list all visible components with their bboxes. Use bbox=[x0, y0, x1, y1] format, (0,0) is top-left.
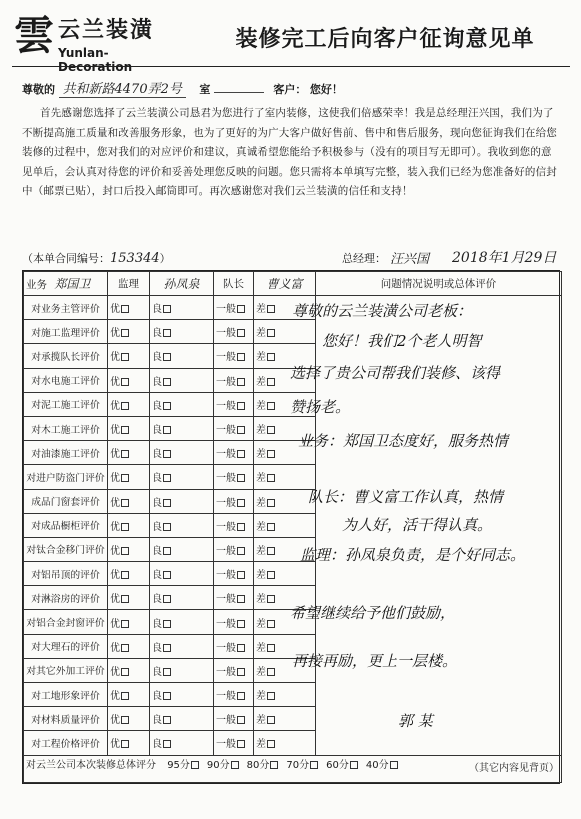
checkbox-icon[interactable] bbox=[237, 740, 245, 748]
score-option-label: 95分 bbox=[167, 759, 190, 771]
checkbox-icon[interactable] bbox=[121, 571, 129, 579]
checkbox-icon[interactable] bbox=[121, 426, 129, 434]
checkbox-icon[interactable] bbox=[121, 644, 129, 652]
rating-option-label: 差 bbox=[256, 642, 267, 654]
customer-label: 客户： bbox=[273, 83, 307, 96]
row-label: 对其它外加工评价 bbox=[24, 658, 108, 682]
rating-option-label: 差 bbox=[256, 545, 267, 557]
rating-option-label: 优 bbox=[110, 594, 120, 606]
score-option[interactable] bbox=[207, 760, 239, 771]
checkbox-icon[interactable] bbox=[121, 595, 129, 603]
rating-option-label: 良 bbox=[152, 666, 162, 678]
feedback-line: 业务：郑国卫态度好，服务热情 bbox=[298, 432, 509, 450]
handwritten-feedback bbox=[270, 300, 560, 770]
header-divider bbox=[12, 66, 570, 67]
rating-option-label: 优 bbox=[110, 666, 120, 678]
rating-option[interactable] bbox=[214, 368, 254, 392]
checkbox-icon[interactable] bbox=[237, 329, 245, 337]
supervisor-label: 监理 bbox=[118, 278, 139, 290]
contract-close: ） bbox=[159, 252, 171, 265]
checkbox-icon[interactable] bbox=[237, 668, 245, 676]
rating-option-label: 一般 bbox=[216, 328, 237, 340]
rating-option[interactable] bbox=[108, 368, 150, 392]
rating-option-label: 良 bbox=[152, 545, 162, 557]
checkbox-icon[interactable] bbox=[121, 716, 129, 724]
rating-option-label: 差 bbox=[256, 376, 267, 388]
row-label: 对工地形象评价 bbox=[24, 683, 108, 707]
customer-address: 共和新路4470弄2号 bbox=[59, 82, 186, 98]
salutation-prefix: 尊敬的 bbox=[22, 83, 55, 96]
rating-option[interactable] bbox=[108, 731, 150, 755]
checkbox-icon[interactable] bbox=[121, 450, 129, 458]
rating-option-label: 优 bbox=[110, 304, 120, 316]
rating-option[interactable] bbox=[108, 392, 150, 416]
row-label: 对木工施工评价 bbox=[24, 416, 108, 440]
signed-date: 2018年1月29日 bbox=[452, 250, 557, 266]
logo-chinese-name: 云兰装潢 bbox=[58, 18, 155, 43]
feedback-line: 监理：孙凤泉负责，是个好同志。 bbox=[300, 546, 526, 564]
rating-option-label: 一般 bbox=[216, 304, 237, 316]
meta-row bbox=[22, 250, 562, 270]
rating-option-label: 差 bbox=[256, 691, 267, 703]
rating-option[interactable] bbox=[150, 392, 214, 416]
rating-option[interactable] bbox=[108, 344, 150, 368]
checkbox-icon[interactable] bbox=[237, 595, 245, 603]
rating-option-label: 良 bbox=[152, 376, 162, 388]
rating-option[interactable] bbox=[214, 562, 254, 586]
score-option-label: 80分 bbox=[246, 759, 270, 771]
rating-option-label: 一般 bbox=[216, 449, 237, 461]
rating-option[interactable] bbox=[214, 489, 254, 513]
checkbox-icon[interactable] bbox=[163, 571, 171, 579]
rating-option-label: 差 bbox=[256, 570, 267, 582]
rating-option-label: 差 bbox=[256, 666, 267, 678]
rating-option-label: 差 bbox=[256, 594, 267, 606]
rating-option-label: 一般 bbox=[216, 594, 237, 606]
rating-option-label: 差 bbox=[256, 521, 267, 533]
rating-option[interactable] bbox=[214, 441, 254, 465]
rating-option[interactable] bbox=[214, 658, 254, 682]
rating-option-label: 一般 bbox=[216, 715, 237, 727]
rating-option-label: 良 bbox=[152, 618, 162, 630]
score-option-label: 40分 bbox=[365, 759, 389, 771]
checkbox-icon[interactable] bbox=[121, 668, 129, 676]
rating-option-label: 一般 bbox=[216, 400, 237, 412]
rating-option-label: 差 bbox=[256, 304, 267, 316]
checkbox-icon[interactable] bbox=[237, 450, 245, 458]
rating-option-label: 差 bbox=[256, 352, 267, 364]
rating-option[interactable] bbox=[214, 320, 254, 344]
contract-label: （本单合同编号： bbox=[22, 252, 110, 265]
rating-option[interactable] bbox=[108, 610, 150, 634]
table-header-row bbox=[24, 272, 562, 296]
checkbox-icon[interactable] bbox=[237, 620, 245, 628]
row-label: 对油漆施工评价 bbox=[24, 441, 108, 465]
room-value bbox=[214, 92, 264, 93]
checkbox-icon[interactable] bbox=[191, 761, 199, 769]
rating-option[interactable] bbox=[150, 489, 214, 513]
rating-option[interactable] bbox=[108, 441, 150, 465]
checkbox-icon[interactable] bbox=[121, 329, 129, 337]
feedback-line: 尊敬的云兰装潢公司老板： bbox=[292, 302, 473, 320]
rating-option[interactable] bbox=[214, 731, 254, 755]
checkbox-icon[interactable] bbox=[163, 450, 171, 458]
rating-option-label: 差 bbox=[256, 449, 267, 461]
rating-option[interactable] bbox=[108, 513, 150, 537]
rating-option[interactable] bbox=[214, 513, 254, 537]
rating-option[interactable] bbox=[214, 465, 254, 489]
logo-english-name: Yunlan-Decoration bbox=[58, 46, 133, 74]
rating-option-label: 优 bbox=[110, 376, 120, 388]
row-label: 对大理石的评价 bbox=[24, 634, 108, 658]
rating-option[interactable] bbox=[150, 513, 214, 537]
feedback-line: 赞扬老。 bbox=[290, 398, 351, 416]
checkbox-icon[interactable] bbox=[237, 644, 245, 652]
checkbox-icon[interactable] bbox=[121, 547, 129, 555]
checkbox-icon[interactable] bbox=[163, 523, 171, 531]
row-label: 对材料质量评价 bbox=[24, 707, 108, 731]
rating-option-label: 良 bbox=[152, 473, 162, 485]
checkbox-icon[interactable] bbox=[237, 474, 245, 482]
feedback-line: 您好！我们2个老人明智 bbox=[322, 332, 482, 350]
customer-signature: 郭 某 bbox=[398, 712, 433, 730]
checkbox-icon[interactable] bbox=[163, 353, 171, 361]
score-option[interactable] bbox=[167, 760, 199, 771]
checkbox-icon[interactable] bbox=[237, 402, 245, 410]
rating-option[interactable] bbox=[150, 683, 214, 707]
checkbox-icon[interactable] bbox=[163, 595, 171, 603]
rating-option-label: 优 bbox=[110, 497, 120, 509]
overall-score-label: 对云兰公司本次装修总体评分 bbox=[26, 759, 156, 771]
feedback-line: 希望继续给予他们鼓励， bbox=[290, 604, 456, 622]
rating-option-label: 一般 bbox=[216, 497, 237, 509]
rating-option-label: 优 bbox=[110, 400, 120, 412]
contract-number: 153344 bbox=[110, 251, 160, 266]
rating-option[interactable] bbox=[108, 416, 150, 440]
checkbox-icon[interactable] bbox=[163, 402, 171, 410]
rating-option-label: 良 bbox=[152, 521, 162, 533]
rating-option-label: 一般 bbox=[216, 739, 237, 751]
checkbox-icon[interactable] bbox=[163, 620, 171, 628]
checkbox-icon[interactable] bbox=[237, 426, 245, 434]
rating-option-label: 一般 bbox=[216, 666, 237, 678]
rating-option[interactable] bbox=[108, 586, 150, 610]
feedback-line: 为人好，活干得认真。 bbox=[342, 516, 493, 534]
checkbox-icon[interactable] bbox=[121, 620, 129, 628]
rating-option-label: 优 bbox=[110, 739, 120, 751]
rating-option-label: 良 bbox=[152, 715, 162, 727]
rating-option-label: 良 bbox=[152, 594, 162, 606]
rating-option[interactable] bbox=[214, 707, 254, 731]
rating-option[interactable] bbox=[214, 416, 254, 440]
rating-option[interactable] bbox=[150, 368, 214, 392]
checkbox-icon[interactable] bbox=[163, 716, 171, 724]
rating-option[interactable] bbox=[108, 537, 150, 561]
checkbox-icon[interactable] bbox=[163, 378, 171, 386]
rating-option-label: 优 bbox=[110, 691, 120, 703]
greeting: 您好！ bbox=[309, 83, 343, 96]
feedback-line: 再接再励，更上一层楼。 bbox=[292, 652, 458, 670]
checkbox-icon[interactable] bbox=[163, 547, 171, 555]
intro-paragraph: 首先感谢您选择了云兰装潢公司恳君为您进行了室内装修，这使我们倍感荣幸！我是总经理汪兴国，我们为了不断提高施工质量和改善服务形象，也为了更好的为广大客户做好售前、售中和售后服务，现向您征询我们在给您装修的过程中，您对我们的对应评价和建议，真诚希望您能给予积极参与（没有的项目写无即可）。我收到您的意见单后，会认真对待您的评价和妥善处理您反映的问题。您只需将本单填写完整，装入我们已经为您准备好的信封中（邮票已贴），封口后投入邮筒即可。再次感谢您对我们云兰装潢的信任和支持！ bbox=[22, 107, 557, 197]
salutation-line bbox=[22, 82, 562, 100]
row-label: 对泥工施工评价 bbox=[24, 392, 108, 416]
row-label: 对水电施工评价 bbox=[24, 368, 108, 392]
feedback-header bbox=[316, 272, 562, 296]
rating-option[interactable] bbox=[150, 296, 214, 320]
checkbox-icon[interactable] bbox=[121, 474, 129, 482]
rating-option-label: 优 bbox=[110, 352, 120, 364]
rating-option-label: 优 bbox=[110, 521, 120, 533]
rating-option-label: 差 bbox=[256, 400, 267, 412]
checkbox-icon[interactable] bbox=[237, 716, 245, 724]
rating-option-label: 一般 bbox=[216, 545, 237, 557]
rating-option-label: 优 bbox=[110, 545, 120, 557]
rating-option[interactable] bbox=[108, 683, 150, 707]
rating-option-label: 一般 bbox=[216, 570, 237, 582]
score-option-label: 60分 bbox=[326, 759, 349, 771]
rating-option-label: 一般 bbox=[216, 352, 237, 364]
rating-option[interactable] bbox=[150, 658, 214, 682]
row-label: 对钛合金移门评价 bbox=[24, 537, 108, 561]
logo-glyph: 雲 bbox=[14, 12, 54, 59]
checkbox-icon[interactable] bbox=[237, 499, 245, 507]
row-label: 对业务主管评价 bbox=[24, 296, 108, 320]
leader-name-cell bbox=[254, 272, 316, 296]
checkbox-icon[interactable] bbox=[237, 378, 245, 386]
supervisor-name-cell bbox=[150, 272, 214, 296]
rating-option-label: 差 bbox=[256, 328, 267, 340]
row-label: 成品门窗套评价 bbox=[24, 489, 108, 513]
rating-option[interactable] bbox=[108, 296, 150, 320]
rating-option[interactable] bbox=[150, 707, 214, 731]
rating-option[interactable] bbox=[214, 392, 254, 416]
row-label: 对工程价格评价 bbox=[24, 731, 108, 755]
rating-option-label: 一般 bbox=[216, 691, 237, 703]
rating-option-label: 良 bbox=[152, 304, 162, 316]
rating-option[interactable] bbox=[150, 465, 214, 489]
checkbox-icon[interactable] bbox=[163, 668, 171, 676]
feedback-line: 选择了贵公司帮我们装修、该得 bbox=[290, 364, 501, 382]
checkbox-icon[interactable] bbox=[163, 740, 171, 748]
supervisor-name: 孙凤泉 bbox=[163, 277, 200, 291]
checkbox-icon[interactable] bbox=[163, 305, 171, 313]
rating-option-label: 优 bbox=[110, 618, 120, 630]
rating-option[interactable] bbox=[108, 465, 150, 489]
rating-option[interactable] bbox=[214, 586, 254, 610]
manager-label: 总经理： bbox=[342, 252, 386, 265]
rating-option[interactable] bbox=[150, 537, 214, 561]
rating-option[interactable] bbox=[108, 634, 150, 658]
leader-label: 队长 bbox=[223, 278, 245, 290]
rating-option[interactable] bbox=[108, 562, 150, 586]
rating-option[interactable] bbox=[150, 731, 214, 755]
checkbox-icon[interactable] bbox=[237, 523, 245, 531]
row-label: 对淋浴房的评价 bbox=[24, 586, 108, 610]
room-label: 室 bbox=[199, 83, 211, 96]
rating-option[interactable] bbox=[150, 634, 214, 658]
rating-option-label: 良 bbox=[152, 400, 162, 412]
rating-option-label: 良 bbox=[152, 497, 162, 509]
rating-option[interactable] bbox=[214, 296, 254, 320]
checkbox-icon[interactable] bbox=[121, 523, 129, 531]
business-name: 郑国卫 bbox=[54, 277, 91, 291]
rating-option-label: 差 bbox=[256, 715, 267, 727]
leader-label-cell bbox=[214, 272, 254, 296]
checkbox-icon[interactable] bbox=[163, 644, 171, 652]
rating-option-label: 良 bbox=[152, 691, 162, 703]
rating-option[interactable] bbox=[150, 320, 214, 344]
rating-option[interactable] bbox=[214, 344, 254, 368]
rating-option-label: 差 bbox=[256, 618, 267, 630]
company-logo bbox=[14, 12, 179, 74]
rating-option[interactable] bbox=[108, 658, 150, 682]
rating-option-label: 良 bbox=[152, 642, 162, 654]
rating-option[interactable] bbox=[150, 344, 214, 368]
rating-option-label: 良 bbox=[152, 739, 162, 751]
rating-option[interactable] bbox=[214, 610, 254, 634]
checkbox-icon[interactable] bbox=[237, 571, 245, 579]
rating-option-label: 一般 bbox=[216, 618, 237, 630]
rating-option[interactable] bbox=[150, 562, 214, 586]
supervisor-label-cell bbox=[108, 272, 150, 296]
checkbox-icon[interactable] bbox=[121, 499, 129, 507]
rating-option-label: 一般 bbox=[216, 473, 237, 485]
rating-option-label: 优 bbox=[110, 715, 120, 727]
checkbox-icon[interactable] bbox=[121, 305, 129, 313]
checkbox-icon[interactable] bbox=[237, 353, 245, 361]
rating-option-label: 良 bbox=[152, 328, 162, 340]
rating-option[interactable] bbox=[150, 441, 214, 465]
feedback-line: 队长：曹义富工作认真，热情 bbox=[308, 488, 504, 506]
rating-option-label: 一般 bbox=[216, 642, 237, 654]
business-header bbox=[24, 272, 108, 296]
rating-option[interactable] bbox=[150, 416, 214, 440]
rating-option[interactable] bbox=[150, 586, 214, 610]
row-label: 对进户防盗门评价 bbox=[24, 465, 108, 489]
checkbox-icon[interactable] bbox=[163, 499, 171, 507]
leader-name: 曹义富 bbox=[266, 277, 303, 291]
rating-option[interactable] bbox=[150, 610, 214, 634]
score-option-label: 90分 bbox=[206, 759, 230, 771]
rating-option-label: 一般 bbox=[216, 425, 237, 437]
rating-option-label: 优 bbox=[110, 328, 120, 340]
checkbox-icon[interactable] bbox=[163, 692, 171, 700]
checkbox-icon[interactable] bbox=[163, 329, 171, 337]
row-label: 对施工监理评价 bbox=[24, 320, 108, 344]
checkbox-icon[interactable] bbox=[231, 761, 239, 769]
score-option-label: 70分 bbox=[286, 759, 310, 771]
rating-option-label: 差 bbox=[256, 739, 267, 751]
document-title: 装修完工后向客户征询意见单 bbox=[235, 27, 535, 52]
rating-option-label: 差 bbox=[256, 497, 267, 509]
business-label: 业务 bbox=[26, 279, 47, 291]
rating-option-label: 差 bbox=[256, 473, 267, 485]
rating-option[interactable] bbox=[214, 634, 254, 658]
checkbox-icon[interactable] bbox=[237, 305, 245, 313]
row-label: 对成品橱柜评价 bbox=[24, 513, 108, 537]
rating-option-label: 一般 bbox=[216, 376, 237, 388]
rating-option-label: 优 bbox=[110, 449, 120, 461]
rating-option-label: 优 bbox=[110, 570, 120, 582]
rating-option-label: 差 bbox=[256, 425, 267, 437]
checkbox-icon[interactable] bbox=[237, 547, 245, 555]
rating-option[interactable] bbox=[108, 707, 150, 731]
rating-option[interactable] bbox=[108, 320, 150, 344]
rating-option-label: 良 bbox=[152, 449, 162, 461]
checkbox-icon[interactable] bbox=[121, 692, 129, 700]
manager-signature: 汪兴国 bbox=[390, 252, 430, 267]
rating-option[interactable] bbox=[108, 489, 150, 513]
checkbox-icon[interactable] bbox=[121, 353, 129, 361]
checkbox-icon[interactable] bbox=[121, 402, 129, 410]
score-note: （其它内容见背页） bbox=[469, 762, 560, 774]
rating-option[interactable] bbox=[214, 537, 254, 561]
row-label: 对铝吊顶的评价 bbox=[24, 562, 108, 586]
row-label: 对铝合金封窗评价 bbox=[24, 610, 108, 634]
checkbox-icon[interactable] bbox=[121, 378, 129, 386]
rating-option-label: 良 bbox=[152, 352, 162, 364]
feedback-header-label: 问题情况说明或总体评价 bbox=[380, 278, 497, 290]
checkbox-icon[interactable] bbox=[163, 474, 171, 482]
row-label: 对承揽队长评价 bbox=[24, 344, 108, 368]
rating-option-label: 良 bbox=[152, 570, 162, 582]
checkbox-icon[interactable] bbox=[163, 426, 171, 434]
rating-option-label: 优 bbox=[110, 425, 120, 437]
checkbox-icon[interactable] bbox=[237, 692, 245, 700]
rating-option-label: 优 bbox=[110, 642, 120, 654]
rating-option-label: 优 bbox=[110, 473, 120, 485]
rating-option-label: 良 bbox=[152, 425, 162, 437]
checkbox-icon[interactable] bbox=[121, 740, 129, 748]
rating-option-label: 一般 bbox=[216, 521, 237, 533]
rating-option[interactable] bbox=[214, 683, 254, 707]
